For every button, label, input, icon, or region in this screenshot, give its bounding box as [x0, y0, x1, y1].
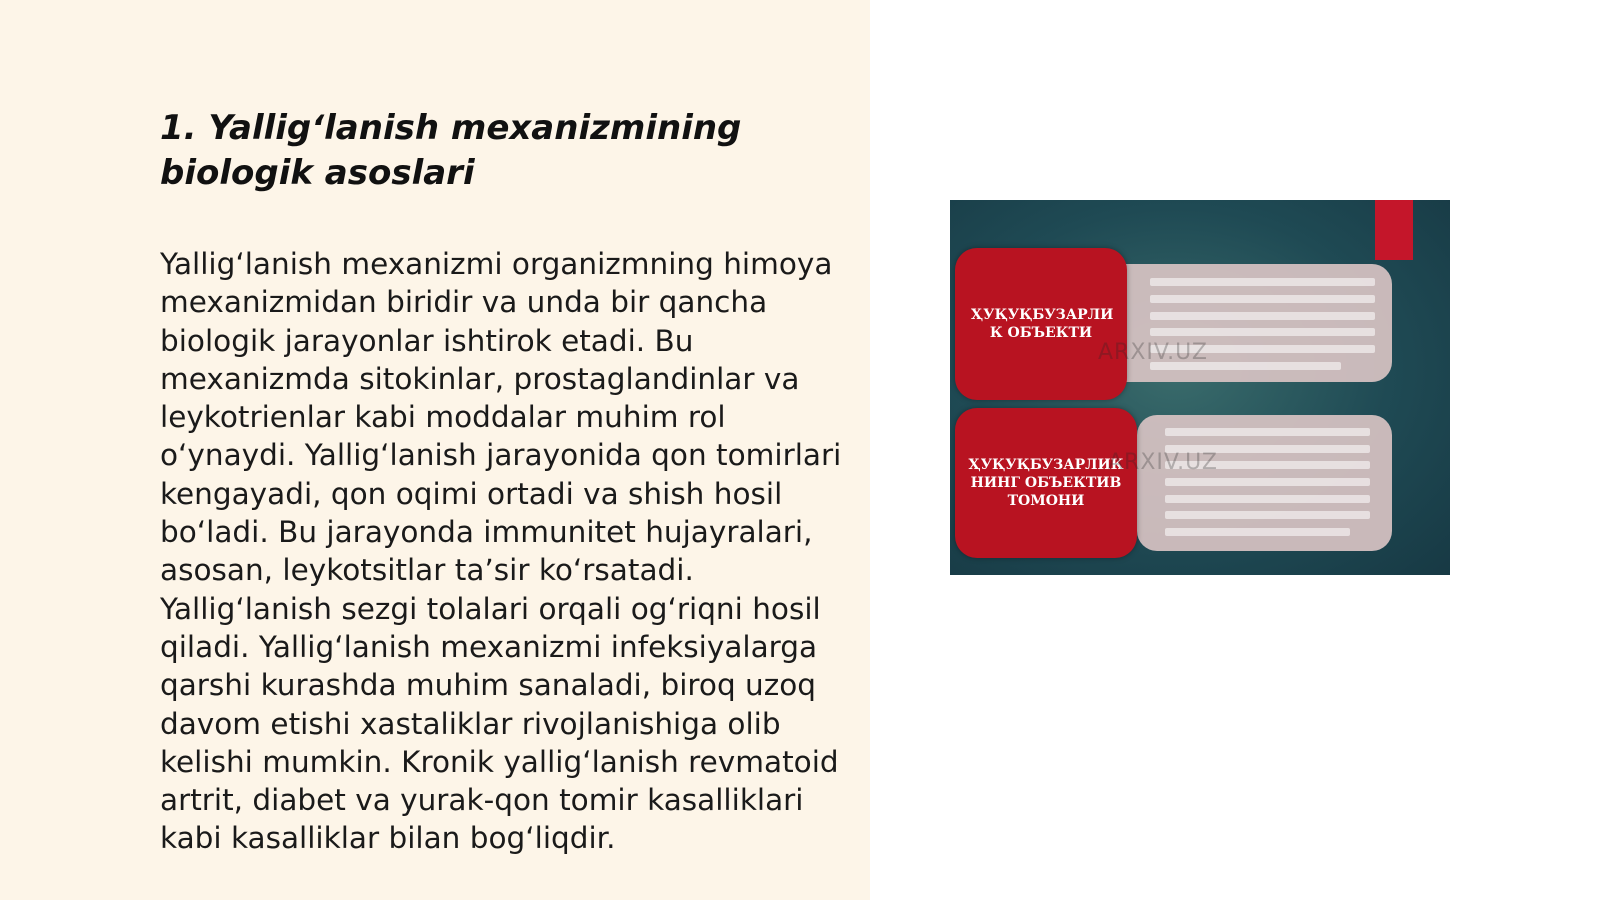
slide-picture — [950, 200, 1450, 575]
red-label-box-1 — [955, 248, 1127, 400]
red-label-box-2-text: ҲУҚУҚБУЗАРЛИК НИНГ ОБЪЕКТИВ ТОМОНИ — [968, 457, 1124, 509]
watermark-1: ARXIV.UZ — [1098, 340, 1208, 365]
watermark-2: ARXIV.UZ — [1108, 450, 1218, 475]
slide-title: 1. Yallig‘lanish mexanizmining biologik asoslari — [160, 108, 742, 193]
red-label-box-1-text: ҲУҚУҚБУЗАРЛИ К ОБЪЕКТИ — [971, 307, 1114, 341]
slide-body-text: Yallig‘lanish mexanizmi organizmning himoya mexanizmidan biridir va unda bir qancha biologik jarayonlar ishtirok etadi. Bu mexanizmda sitokinlar, prostaglandinlar va leykotrienlar kabi moddalar muhim rol o‘ynaydi. Yallig‘lanish jarayonida qon tomirlari kengayadi, qon oqimi ortadi va shish hosil bo‘ladi. Bu jarayonda immunitet hujayralari, asosan, leykotsitlar ta’sir ko‘rsatadi. Yallig‘lanish sezgi tolalari orqali og‘riqni hosil qiladi. Yallig‘lanish mexanizmi infeksiyalarga qarshi kurashda muhim sanaladi, biroq uzoq davom etishi xastaliklar rivojlanishiga olib kelishi mumkin. Kronik yallig‘lanish revmatoid artrit, diabet va yurak-qon tomir kasalliklari kabi kasalliklar bilan bog‘liqdir. — [160, 247, 842, 856]
red-tab-decoration — [1375, 200, 1413, 260]
red-label-box-2 — [955, 408, 1137, 558]
info-box-2-text-lines — [1165, 428, 1370, 536]
